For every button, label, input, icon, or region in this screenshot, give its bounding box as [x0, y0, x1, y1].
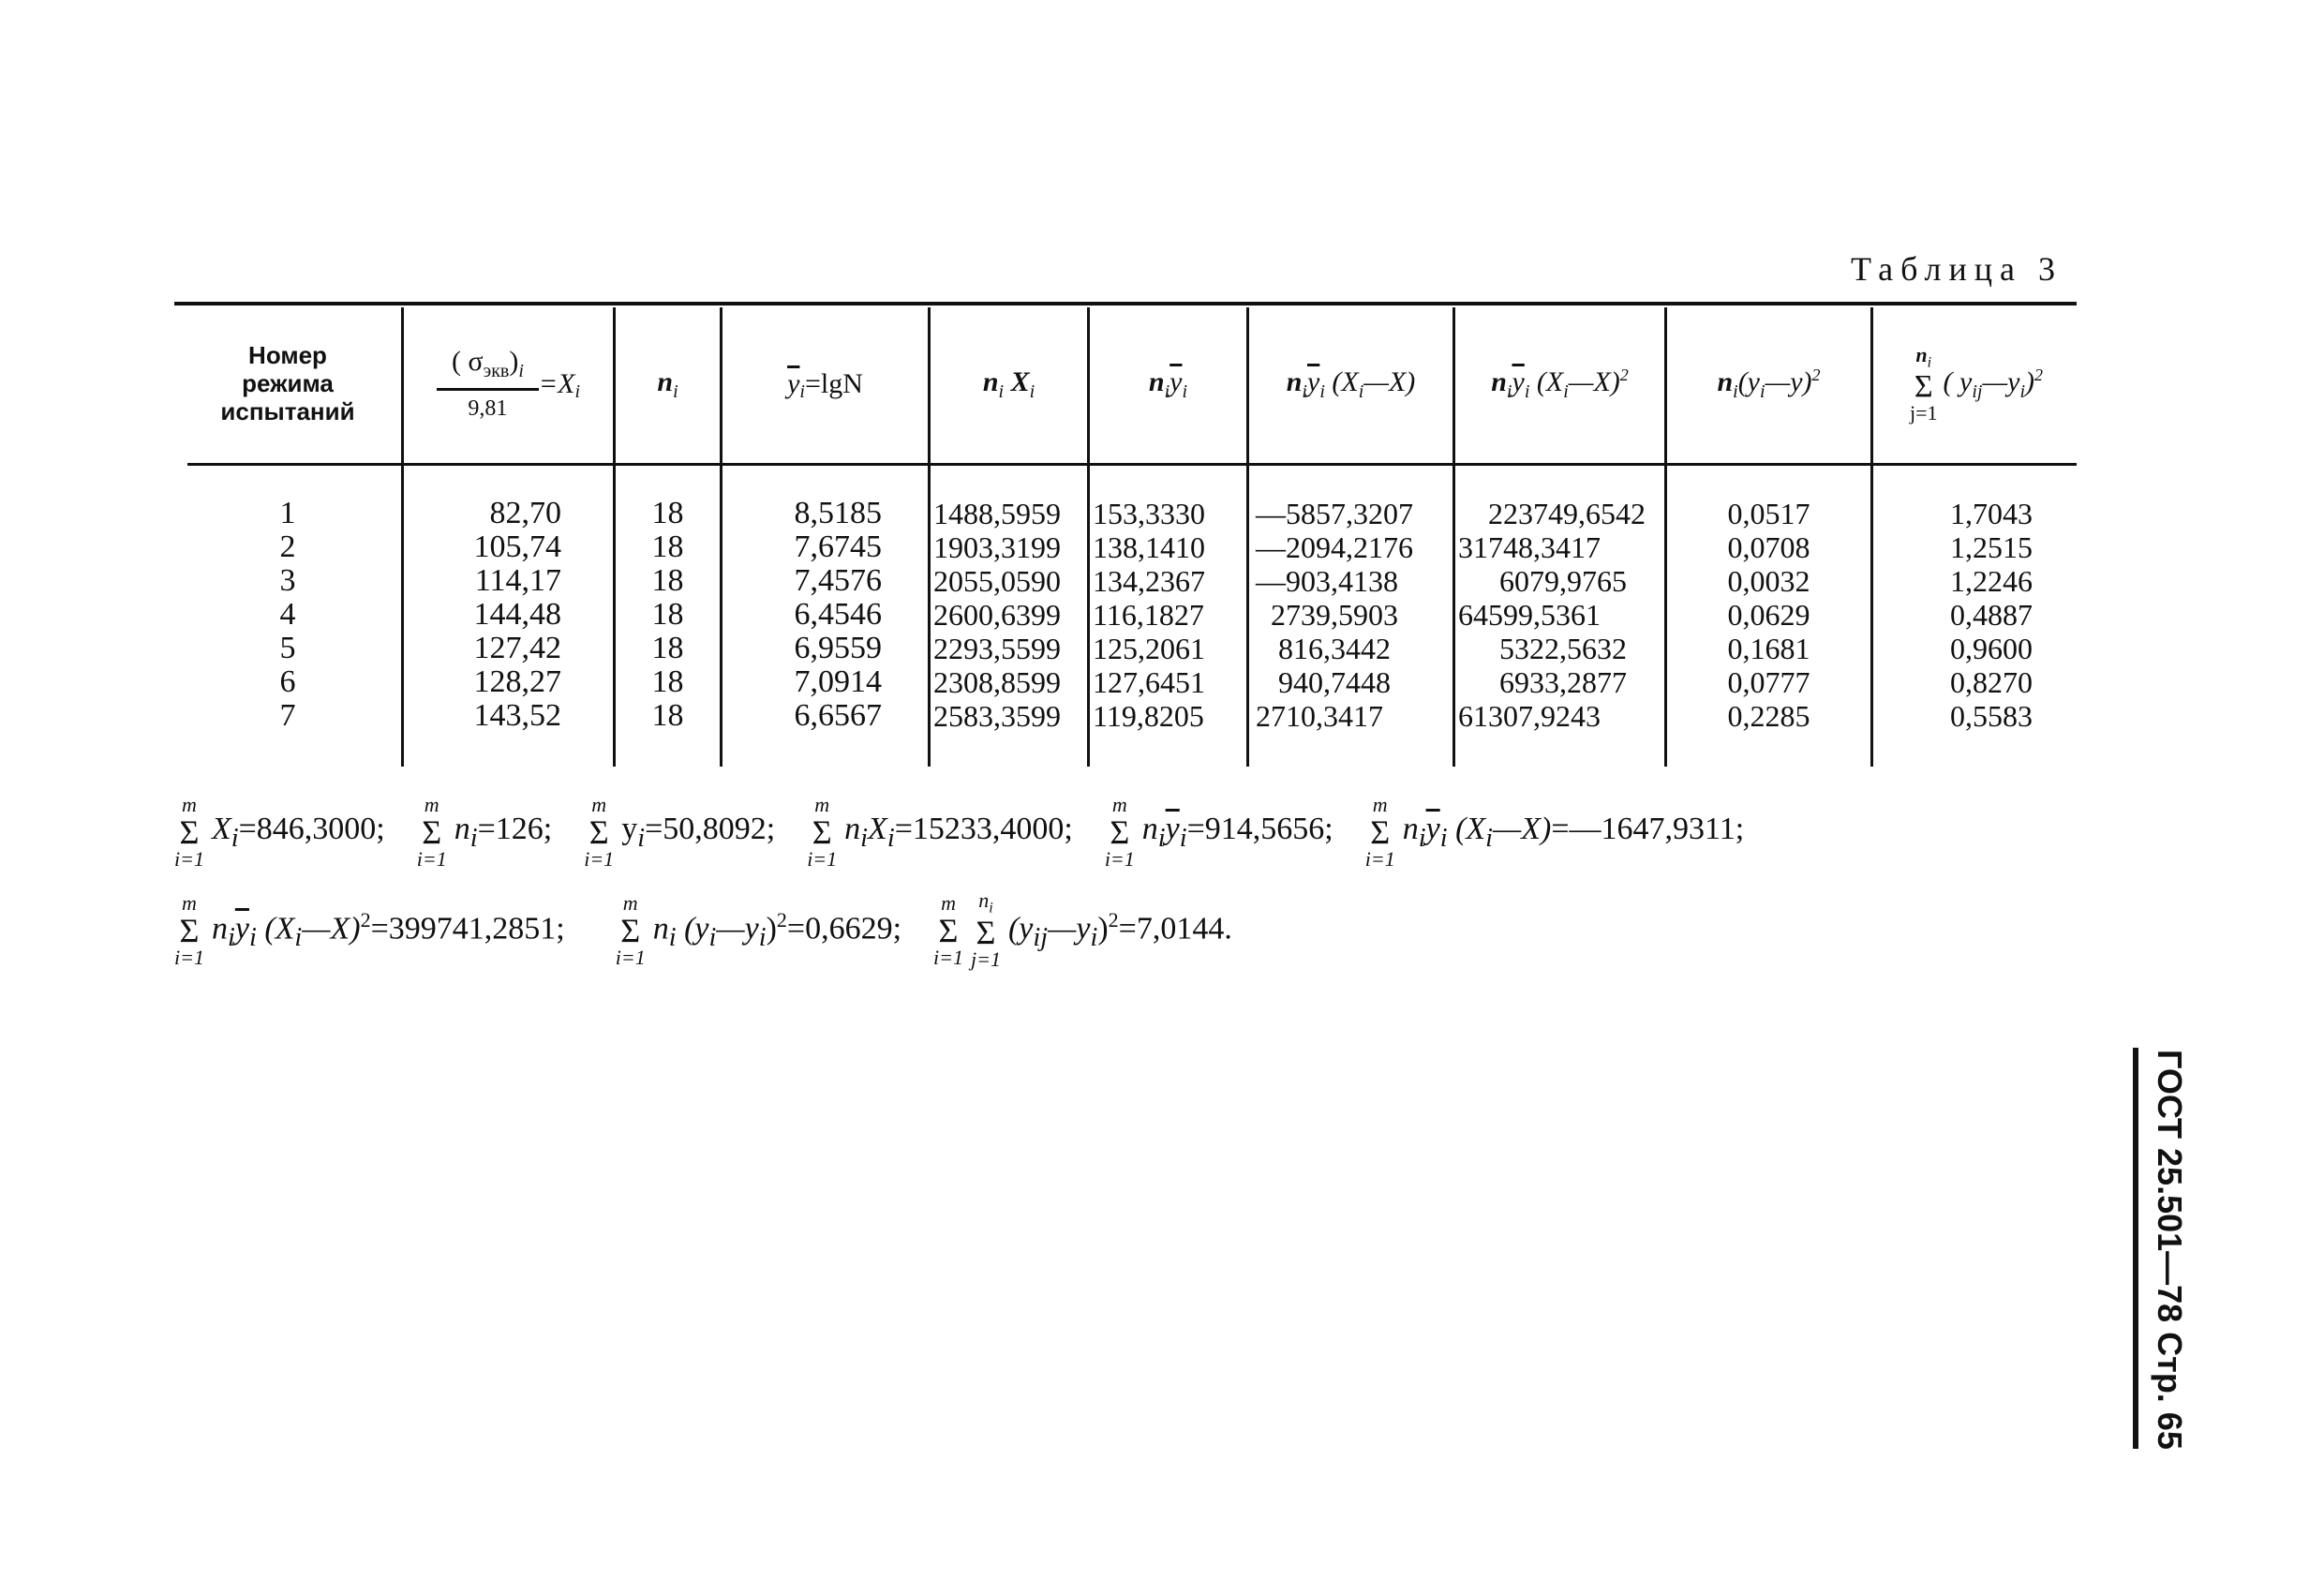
- cell-nX: 2583,3599: [933, 699, 1061, 733]
- sum-y: m Σ i=1 $y_i=50,8092$;: [584, 793, 776, 871]
- cell-nyy: 0,2285: [1727, 699, 1810, 733]
- cell-ny: 153,3330: [1093, 497, 1205, 530]
- cell-mode: 6: [279, 664, 296, 699]
- cell-last: 0,4887: [1950, 598, 2033, 632]
- cell-sigma: 114,17: [474, 563, 561, 598]
- cell-mode: 4: [279, 597, 296, 632]
- cell-nyx: —5857,3207: [1256, 497, 1413, 530]
- cell-ny: 125,2061: [1093, 632, 1205, 665]
- cell-last: 1,2515: [1950, 530, 2033, 564]
- cell-n: 18: [651, 529, 684, 564]
- cell-nX: 1488,5959: [933, 497, 1061, 530]
- cell-nyx: 940,7448: [1278, 665, 1391, 699]
- cell-n: 18: [651, 631, 684, 665]
- sum-nx: m Σ i=1 $n_iX_i=15233,4000$;: [807, 793, 1073, 871]
- sum-ny: m Σ i=1 $n_i\overline{y}_i=914,5656$;: [1104, 793, 1333, 871]
- column-last: [1873, 497, 2033, 733]
- cell-n: 18: [651, 664, 684, 699]
- header-ny: $n_i\overline{y}_i$: [1148, 365, 1188, 402]
- cell-ny: 134,2367: [1093, 564, 1205, 598]
- cell-sigma: 105,74: [473, 529, 561, 564]
- cell-nyy: 0,1681: [1727, 632, 1810, 665]
- cell-y: 6,9559: [794, 631, 882, 665]
- header-n: $n_i$: [657, 365, 678, 402]
- column-nyx2: [1458, 497, 1646, 733]
- cell-n: 18: [651, 698, 684, 733]
- cell-sigma: 82,70: [489, 496, 561, 530]
- sums-line-2: [174, 890, 1264, 970]
- sum-n: m Σ i=1 $n_i=126$;: [416, 793, 553, 871]
- cell-n: 18: [651, 563, 684, 598]
- cell-nyy: 0,0777: [1727, 665, 1810, 699]
- side-label-bar: [2133, 1048, 2138, 1449]
- cell-nyx2: 223749,6542: [1488, 497, 1646, 530]
- sum-nyy: m Σ i=1 $n_i$ $(y_i—y_i)^2=0,6629$;: [615, 890, 902, 969]
- sum-nyx2: m Σ i=1 $n_i\overline{y}_i$ $(X_i—X)^2=399741,2851$;: [174, 890, 565, 969]
- cell-mode: 5: [279, 631, 296, 665]
- cell-nyy: 0,0629: [1727, 598, 1810, 632]
- header-nX: $n_i$ $X_i$: [982, 365, 1035, 402]
- cell-nX: 2600,6399: [933, 598, 1061, 632]
- sum-x: m Σ i=1 $X_i=846,3000$;: [174, 793, 385, 871]
- cell-y: 8,5185: [794, 496, 882, 530]
- cell-y: 7,4576: [794, 563, 882, 598]
- cell-nyx2: 6079,9765: [1499, 564, 1627, 598]
- column-y: [723, 497, 882, 733]
- column-nX: [933, 497, 1087, 733]
- cell-nyy: 0,0032: [1727, 564, 1810, 598]
- cell-mode: 1: [279, 496, 296, 530]
- column-nyy: [1667, 497, 1870, 733]
- cell-ny: 116,1827: [1093, 598, 1204, 632]
- cell-y: 7,0914: [794, 664, 882, 699]
- cell-nyx: 2739,5903: [1271, 598, 1398, 632]
- column-ny: [1093, 497, 1246, 733]
- header-last: $n_i$ Σ j=1 ( $y_{ij}—y_i)^2$: [1909, 343, 2044, 425]
- cell-last: 0,8270: [1950, 665, 2033, 699]
- cell-nyy: 0,0517: [1727, 497, 1810, 530]
- cell-y: 7,6745: [794, 529, 882, 564]
- sum-double: m Σ i=1 $n_i$ Σ j=1 $(y_{ij}—y_i)^2=7,0144$.: [933, 888, 1232, 972]
- header-nyy: $n_i(y_i—y)^2$: [1717, 365, 1821, 402]
- sums-line-1: [174, 795, 1776, 870]
- cell-last: 0,5583: [1950, 699, 2033, 733]
- cell-nyx: 2710,3417: [1256, 699, 1383, 733]
- cell-last: 1,7043: [1950, 497, 2033, 530]
- header-nyx: $n_i\overline{y}_i$ $(X_i—X)$: [1286, 365, 1416, 402]
- cell-y: 6,6567: [794, 698, 882, 733]
- header-nyx2: $n_i\overline{y}_i$ $(X_i—X)^2$: [1491, 365, 1629, 402]
- side-label: ГОСТ 25.501—78 Стр. 65: [2151, 1050, 2189, 1450]
- column-mode: [174, 497, 401, 733]
- cell-nyx2: 31748,3417: [1458, 530, 1601, 564]
- cell-y: 6,4546: [794, 597, 882, 632]
- column-n: [616, 497, 720, 733]
- cell-last: 0,9600: [1950, 632, 2033, 665]
- table-caption: Таблица 3: [1851, 250, 2063, 288]
- cell-nyx2: 5322,5632: [1499, 632, 1627, 665]
- cell-nX: 2308,8599: [933, 665, 1061, 699]
- header-y: $\overline{y}$ $_i$ =lgN: [787, 367, 863, 402]
- header-mode: Номер режима испытаний: [220, 341, 355, 425]
- cell-nX: 2293,5599: [933, 632, 1061, 665]
- cell-sigma: 127,42: [473, 631, 561, 665]
- cell-sigma: 143,52: [473, 698, 561, 733]
- cell-n: 18: [651, 597, 684, 632]
- cell-nyy: 0,0708: [1727, 530, 1810, 564]
- cell-mode: 2: [279, 529, 296, 564]
- cell-sigma: 128,27: [473, 664, 561, 699]
- cell-ny: 138,1410: [1093, 530, 1205, 564]
- cell-nyx: —2094,2176: [1256, 530, 1413, 564]
- cell-mode: 7: [279, 698, 296, 733]
- cell-nX: 1903,3199: [933, 530, 1061, 564]
- cell-nyx2: 64599,5361: [1458, 598, 1601, 632]
- column-sigma: [404, 497, 561, 733]
- column-nyx: [1256, 497, 1452, 733]
- cell-last: 1,2246: [1950, 564, 2033, 598]
- cell-ny: 127,6451: [1093, 665, 1205, 699]
- cell-sigma: 144,48: [473, 597, 561, 632]
- cell-n: 18: [651, 496, 684, 530]
- header-sigma: $\frac{( \sigma_{экв})_i}{9,81}$ =X $_i$: [404, 305, 613, 464]
- cell-ny: 119,8205: [1093, 699, 1204, 733]
- cell-nX: 2055,0590: [933, 564, 1061, 598]
- cell-nyx2: 6933,2877: [1499, 665, 1627, 699]
- cell-nyx: —903,4138: [1256, 564, 1398, 598]
- cell-nyx2: 61307,9243: [1458, 699, 1601, 733]
- cell-nyx: 816,3442: [1278, 632, 1391, 665]
- sum-nyx: m Σ i=1 $n_i\overline{y}_i$ $(X_i—X)=—1647,9311$;: [1364, 793, 1745, 871]
- cell-mode: 3: [279, 563, 296, 598]
